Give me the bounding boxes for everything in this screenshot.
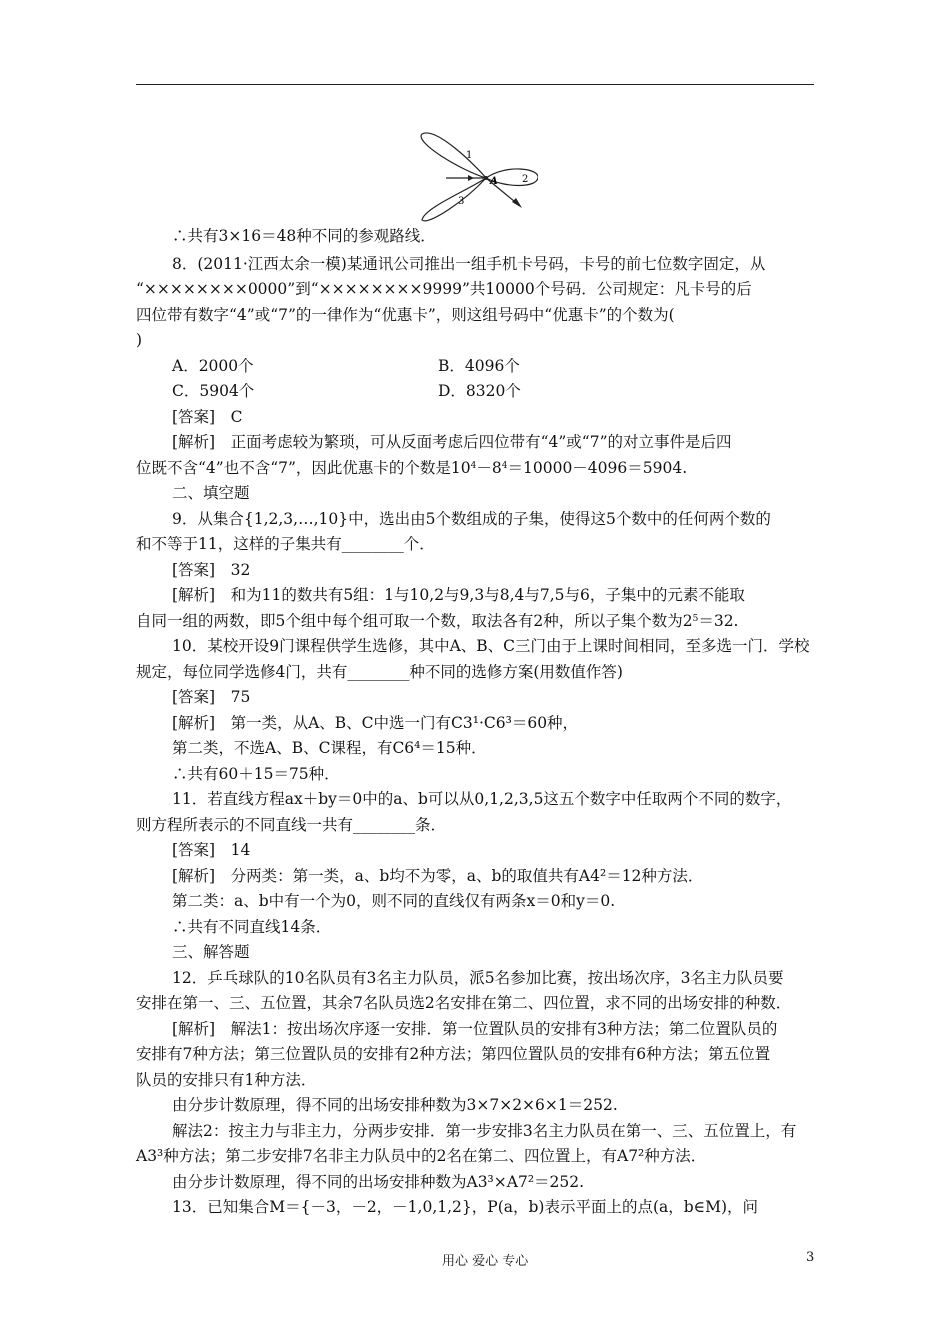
loop-3: [422, 178, 486, 221]
text-line: 位既不含“4”也不含“7”，因此优惠卡的个数是$10^4-8^4=10000-4096=5904$.: [136, 459, 688, 477]
option-c: C．5904个: [172, 382, 255, 400]
text-line: 第二类，不选A、B、C课程，有C6⁴＝15种．: [172, 739, 487, 757]
question-12: 12．乒乓球队的10名队员有3名主力队员，派5名参加比赛，按出场次序，3名主力队员要: [172, 969, 784, 987]
text-line: 和不等于11，这样的子集共有________个．: [136, 535, 435, 553]
loop-1: [421, 133, 486, 178]
text-line: 队员的安排只有1种方法．: [136, 1071, 317, 1089]
text-line: 自同一组的两数，即5个组中每个组可取一个数，取法各有2种，所以子集个数为$2^5=32$.: [136, 612, 739, 630]
text-line: 解法2：按主力与非主力，分两步安排．第一步安排3名主力队员在第一、三、五位置上，有: [172, 1122, 797, 1140]
option-b: B．4096个: [438, 357, 520, 375]
text-line: ∴共有不同直线14条．: [172, 918, 332, 936]
label-3: 3: [458, 196, 465, 207]
text-line: “××××××××0000”到“××××××××9999”共10000个号码．公司规定：凡卡号的后: [136, 280, 752, 298]
answer-line: [答案] 75: [172, 688, 251, 706]
text-line: ∴共有60＋15＝75种．: [172, 765, 340, 783]
question-9: 9．从集合{1,2,3,…,10}中，选出由5个数组成的子集，使得这5个数中的任何两个数的: [172, 510, 771, 528]
text-line: 由分步计数原理，得不同的出场安排种数为3×7×2×6×1＝252.: [172, 1096, 618, 1114]
text-line: 安排在第一、三、五位置，其余7名队员选2名安排在第二、四位置，求不同的出场安排的种数．: [136, 994, 792, 1012]
text-line: 第二类：a、b中有一个为0，则不同的直线仅有两条x＝0和y＝0.: [172, 892, 616, 910]
analysis-line: [解析] 和为11的数共有5组：1与10,2与9,3与8,4与7,5与6，子集中的元素不能取: [172, 586, 745, 604]
text-line: 规定，每位同学选修4门，共有________种不同的选修方案(用数值作答): [136, 663, 623, 681]
analysis-line: [解析] 分两类：第一类，a、b均不为零，a、b的取值共有A4²＝12种方法．: [172, 867, 704, 885]
text-line: 四位带有数字“4”或“7”的一律作为“优惠卡”，则这组号码中“优惠卡”的个数为(: [136, 306, 675, 324]
analysis-line: [解析] 正面考虑较为繁琐，可从反面考虑后四位带有“4”或“7”的对立事件是后四: [172, 433, 732, 451]
label-1: 1: [466, 150, 473, 161]
route-diagram: [416, 126, 538, 222]
analysis-line: [解析] 第一类，从A、B、C中选一门有C3¹·C6³＝60种，: [172, 714, 579, 732]
analysis-line: [解析] 解法1：按出场次序逐一安排．第一位置队员的安排有3种方法；第二位置队员的: [172, 1020, 778, 1038]
text-line: 安排有7种方法；第三位置队员的安排有2种方法；第四位置队员的安排有6种方法；第五位置: [136, 1045, 771, 1063]
text-line: 由分步计数原理，得不同的出场安排种数为A3³×A7²＝252.: [172, 1173, 585, 1191]
section-heading: 二、填空题: [172, 484, 250, 502]
footer-slogan: 用心 爱心 专心: [442, 1254, 529, 1269]
header-rule: [136, 84, 814, 85]
point-a: [484, 176, 488, 180]
text-line: 则方程所表示的不同直线一共有________条．: [136, 816, 447, 834]
question-8: 8．(2011·江西太余一模)某通讯公司推出一组手机卡号码，卡号的前七位数字固定，从: [172, 255, 766, 273]
answer-line: [答案] C: [172, 408, 243, 426]
option-a: A．2000个: [172, 357, 254, 375]
answer-line: [答案] 14: [172, 841, 251, 859]
label-2: 2: [522, 174, 529, 185]
question-11: 11．若直线方程ax＋by＝0中的a、b可以从0,1,2,3,5这五个数字中任取两个不同的数字，: [172, 790, 792, 808]
exit-arrow: [512, 198, 522, 208]
text-line: ∴共有3×16＝48种不同的参观路线．: [172, 227, 436, 245]
text-line: ): [136, 331, 143, 349]
question-10: 10．某校开设9门课程供学生选修，其中A、B、C三门由于上课时间相同，至多选一门．学校: [172, 637, 810, 655]
text-line: A3³种方法；第二步安排7名非主力队员中的2名在第二、四位置上，有A7²种方法．: [136, 1147, 707, 1165]
option-d: D．8320个: [438, 382, 521, 400]
question-13: 13．已知集合M＝{－3，－2，－1,0,1,2}，P(a，b)表示平面上的点(a，b∈M)，问: [172, 1198, 759, 1216]
entry-arrow: [468, 175, 474, 181]
answer-line: [答案] 32: [172, 561, 251, 579]
section-heading: 三、解答题: [172, 943, 250, 961]
label-a: A: [490, 176, 498, 187]
page-number: 3: [806, 1250, 815, 1265]
